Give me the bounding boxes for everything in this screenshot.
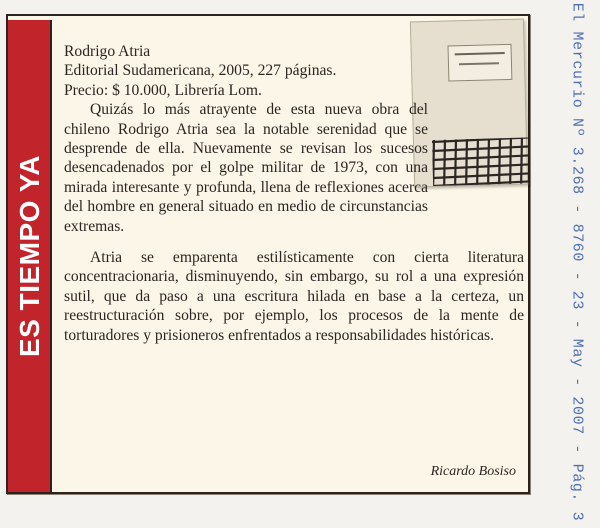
review-paragraph-1: Quizás lo más atrayente de esta nueva obra del chileno Rodrigo Atria sea la notable serenidad que se desprende de ella. Nuevamente se revisan los sucesos desencadenados por el golpe militar de 1973, con una mirada interesante y profunda, llena de reflexiones acerca del hombre en general situado en medio de circunstancias extremas. (64, 101, 428, 235)
section-band (8, 20, 52, 492)
reviewer-signature: Ricardo Bosiso (430, 464, 516, 479)
article-text (64, 42, 524, 345)
section-label: ES TIEMPO YA (14, 154, 45, 358)
book-author: Rodrigo Atria (64, 43, 151, 60)
book-publisher: Editorial Sudamericana, 2005, 227 páginas. (64, 62, 337, 80)
archive-stamp-text: El Mercurio Nº 3.268 - 8760 - 23 - May - 2007 - Pág. 3 (568, 2, 586, 522)
archive-stamp (560, 4, 594, 524)
newspaper-clipping (6, 14, 530, 494)
book-price: Precio: $ 10.000, Librería Lom. (64, 81, 262, 99)
review-paragraph-2: Atria se emparenta estilísticamente con cierta literatura concentracionaria, disminuyendo, sin embargo, su rol a una expresión sutil, que da paso a una escritura hilada en base a la certeza, un reestructuración sobre, por ejemplo, los procesos de la mente de torturadores y prisioneros enfrentados a responsabilidades históricas. (64, 249, 524, 344)
